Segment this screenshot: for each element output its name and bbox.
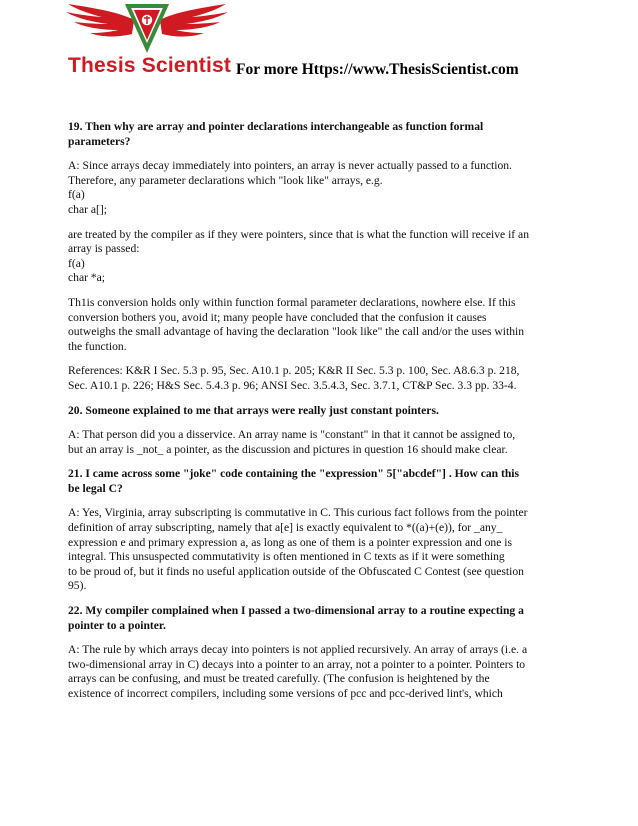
question-22-answer xyxy=(68,643,570,701)
text-line: arrays can be confusing, and must be treated carefully. (The confusion is heightened by the xyxy=(68,672,490,686)
question-19-title xyxy=(68,120,570,149)
brand-name-second: Scientist xyxy=(141,54,232,77)
code-line: f(a) xyxy=(68,256,85,270)
question-22-title xyxy=(68,604,570,633)
text-line: A: Since arrays decay immediately into pointers, an array is never actually passed to a function. xyxy=(68,159,512,173)
question-21-title xyxy=(68,467,570,496)
code-line: char a[]; xyxy=(68,202,107,216)
title-line: be legal C? xyxy=(68,481,123,495)
text-line: definition of array subscripting, namely that a[e] is exactly equivalent to *((a)+(e)), for _any_ xyxy=(68,521,503,535)
text-line: 95). xyxy=(68,579,87,593)
text-line: array is passed: xyxy=(68,242,140,256)
code-line: char *a; xyxy=(68,271,106,285)
question-19-answer-para-1 xyxy=(68,159,570,217)
text-line: two-dimensional array in C) decays into a pointer to an array, not a pointer to a pointer. Pointers to xyxy=(68,657,526,671)
text-line: Sec. A10.1 p. 226; H&S Sec. 5.4.3 p. 96; ANSI Sec. 3.5.4.3, Sec. 3.7.1, CT&P Sec. 3.3 pp. 33-4. xyxy=(68,378,517,392)
text-line: to be proud of, but it finds no useful application outside of the Obfuscated C Contest (see question xyxy=(68,564,524,578)
text-line: existence of incorrect compilers, including some versions of pcc and pcc-derived lint's, which xyxy=(68,687,503,700)
title-line: parameters? xyxy=(68,134,131,148)
question-19-answer-para-2 xyxy=(68,228,570,286)
text-line: A: The rule by which arrays decay into pointers is not applied recursively. An array of arrays (i.e. a xyxy=(68,643,528,657)
title-line: 22. My compiler complained when I passed a two-dimensional array to a routine expecting a xyxy=(68,604,524,618)
text-line: conversion bothers you, avoid it; many people have concluded that the confusion it causes xyxy=(68,310,487,324)
text-line: are treated by the compiler as if they were pointers, since that is what the function will receive if an xyxy=(68,227,529,241)
title-line: pointer to a pointer. xyxy=(68,618,166,632)
question-21-answer xyxy=(68,506,570,594)
text-line: expression e and primary expression a, as long as one of them is a pointer expression and one is xyxy=(68,535,512,549)
winged-shield-icon xyxy=(64,2,230,60)
text-line: outweighs the small advantage of having the declaration "look like" the call and/or the uses within xyxy=(68,325,525,339)
text-line: integral. This unsuspected commutativity is often mentioned in C texts as if it were something xyxy=(68,550,505,564)
brand-name xyxy=(68,54,231,78)
text-line: Th1is conversion holds only within function formal parameter declarations, nowhere else. If this xyxy=(68,295,516,309)
document-body xyxy=(68,120,570,712)
code-line: f(a) xyxy=(68,188,85,202)
question-19-answer-para-3 xyxy=(68,296,570,354)
title-line: 20. Someone explained to me that arrays were really just constant pointers. xyxy=(68,403,439,417)
title-line: 19. Then why are array and pointer declarations interchangeable as function formal xyxy=(68,120,484,133)
text-line: the function. xyxy=(68,339,127,353)
text-line: but an array is _not_ a pointer, as the discussion and pictures in question 16 should make clear. xyxy=(68,442,508,456)
text-line: Therefore, any parameter declarations which "look like" arrays, e.g. xyxy=(68,173,383,187)
text-line: A: That person did you a disservice. An array name is "constant" in that it cannot be assigned to, xyxy=(68,428,516,442)
site-link[interactable]: For more Https://www.ThesisScientist.com xyxy=(236,61,519,78)
question-20-answer xyxy=(68,428,570,457)
question-19-references xyxy=(68,364,570,393)
text-line: References: K&R I Sec. 5.3 p. 95, Sec. A10.1 p. 205; K&R II Sec. 5.3 p. 100, Sec. A8.6.3 p. 218, xyxy=(68,364,520,378)
brand-name-first: Thesis xyxy=(68,54,136,77)
question-20-title xyxy=(68,404,570,419)
title-line: 21. I came across some "joke" code containing the "expression" 5["abcdef"] . How can this xyxy=(68,467,520,481)
text-line: A: Yes, Virginia, array subscripting is commutative in C. This curious fact follows from the pointer xyxy=(68,506,528,520)
